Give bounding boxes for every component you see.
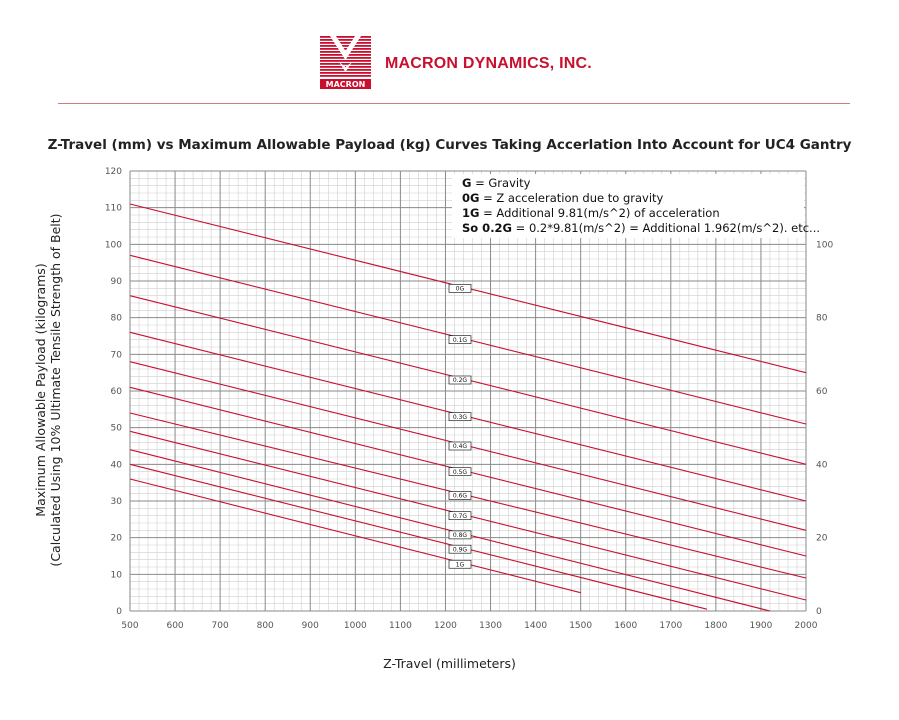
series-label-0.9G: 0.9G — [452, 546, 468, 554]
y-tick-label-right: 40 — [816, 460, 828, 471]
series-label-0.8G: 0.8G — [452, 532, 468, 540]
logo-text: MACRON — [325, 80, 366, 89]
series-label-0G: 0G — [455, 285, 465, 293]
x-tick-label: 1000 — [343, 621, 367, 631]
x-tick-label: 1900 — [749, 621, 773, 631]
x-tick-label: 500 — [121, 621, 139, 631]
y-tick-label-left: 10 — [110, 570, 122, 581]
y-tick-label-left: 110 — [104, 203, 122, 214]
x-tick-label: 700 — [211, 621, 229, 631]
y-tick-label-left: 50 — [110, 423, 122, 434]
chart-title: Z-Travel (mm) vs Maximum Allowable Payload (kg) Curves Taking Accerlation Into Account for UC4 Gantry — [47, 137, 852, 153]
series-label-0.1G: 0.1G — [452, 336, 468, 344]
y-tick-label-right: 80 — [816, 313, 828, 324]
y-tick-label-left: 40 — [110, 460, 122, 471]
y-tick-label-left: 30 — [110, 497, 122, 507]
y-tick-label-left: 60 — [110, 387, 122, 397]
series-labels — [449, 284, 471, 568]
y-tick-label-left: 120 — [104, 167, 122, 177]
y-axis-label-line1: Maximum Allowable Payload (kilograms) — [33, 263, 48, 517]
series-label-0.2G: 0.2G — [452, 377, 468, 385]
x-tick-label: 900 — [301, 621, 319, 631]
y-tick-label-left: 90 — [110, 277, 122, 287]
series-label-0.7G: 0.7G — [452, 512, 468, 520]
y-tick-label-left: 70 — [110, 350, 122, 361]
x-axis-label: Z-Travel (millimeters) — [383, 656, 516, 671]
series-label-1G: 1G — [455, 561, 465, 569]
legend-line: G = Gravity — [462, 176, 531, 190]
x-tick-label: 1800 — [704, 621, 728, 631]
y-tick-label-left: 0 — [116, 607, 122, 617]
series-label-0.6G: 0.6G — [452, 492, 468, 500]
legend-line: 0G = Z acceleration due to gravity — [462, 191, 664, 205]
x-tick-label: 1300 — [479, 621, 502, 631]
x-tick-label: 1600 — [614, 621, 638, 631]
y-axis-label-line2: (Calculated Using 10% Ultimate Tensile Strength of Belt) — [48, 213, 63, 567]
y-tick-label-left: 20 — [110, 533, 122, 544]
legend-line: 1G = Additional 9.81(m/s^2) of acceleration — [462, 206, 720, 220]
y-tick-label-right: 20 — [816, 533, 828, 544]
series-label-0.5G: 0.5G — [452, 468, 468, 476]
series-label-0.3G: 0.3G — [452, 413, 468, 421]
x-tick-label: 1100 — [388, 621, 412, 631]
x-tick-label: 1700 — [659, 621, 683, 631]
legend-line: So 0.2G = 0.2*9.81(m/s^2) = Additional 1.962(m/s^2). etc... — [462, 221, 821, 235]
x-tick-label: 1500 — [569, 621, 593, 631]
y-tick-label-right: 0 — [816, 607, 822, 617]
series-label-0.4G: 0.4G — [452, 443, 468, 451]
y-tick-label-right: 100 — [816, 240, 834, 251]
x-tick-label: 1200 — [434, 621, 457, 631]
x-tick-label: 800 — [256, 621, 274, 631]
x-tick-label: 600 — [166, 621, 184, 631]
company-name: MACRON DYNAMICS, INC. — [385, 55, 592, 72]
x-tick-label: 1400 — [524, 621, 548, 631]
y-tick-label-left: 80 — [110, 313, 122, 324]
y-tick-label-right: 60 — [816, 387, 828, 397]
x-tick-label: 2000 — [794, 621, 818, 631]
y-tick-label-left: 100 — [104, 240, 122, 251]
